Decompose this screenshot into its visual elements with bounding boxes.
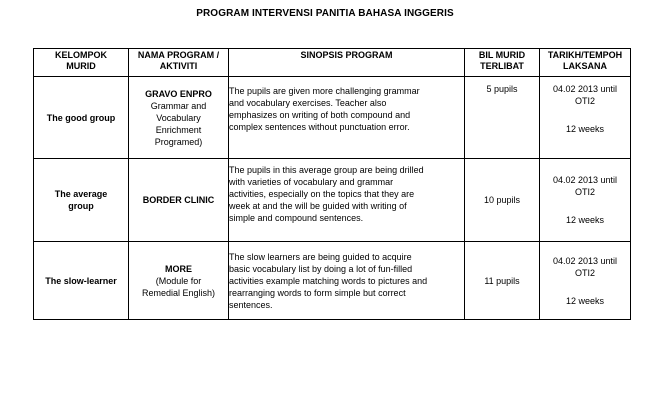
synopsis-line: basic vocabulary list by doing a lot of fun-filled <box>229 263 413 274</box>
program-name: BORDER CLINIC <box>142 195 215 205</box>
program-desc-line: (Module for <box>155 275 202 286</box>
table-row <box>34 159 631 242</box>
synopsis-cell <box>229 242 465 320</box>
duration: 12 weeks <box>565 124 605 134</box>
program-desc-line: Enrichment <box>155 124 202 135</box>
program-cell <box>129 159 229 242</box>
header-date-line: TARIKH/TEMPOH <box>547 50 623 60</box>
header-group <box>34 49 129 77</box>
count-cell <box>465 77 540 159</box>
count-cell <box>465 159 540 242</box>
synopsis-line: activities example matching words to pictures and <box>229 275 428 286</box>
header-synopsis-line: SINOPSIS PROGRAM <box>300 50 393 60</box>
group-name: group <box>68 201 94 211</box>
pupil-count: 5 pupils <box>486 84 518 94</box>
synopsis-cell <box>229 159 465 242</box>
synopsis-line: sentences. <box>229 299 273 310</box>
group-name: The good group <box>46 112 116 123</box>
header-count <box>465 49 540 77</box>
pupil-count: 11 pupils <box>484 275 520 286</box>
synopsis-cell <box>229 77 465 159</box>
synopsis-line: and vocabulary exercises. Teacher also <box>229 98 387 108</box>
date-range-line: OTI2 <box>574 267 595 278</box>
synopsis-line: The pupils in this average group are being drilled <box>229 165 424 175</box>
synopsis-line: complex sentences without punctuation error. <box>229 122 410 132</box>
program-name: MORE <box>165 263 192 274</box>
header-count-line: BIL MURID <box>478 50 526 60</box>
date-range-line: 04.02 2013 until <box>552 255 618 266</box>
synopsis-line: week at and the will be guided with writing of <box>229 201 407 211</box>
intervention-program-table <box>33 48 631 320</box>
program-desc-line: Programed) <box>154 136 203 147</box>
count-cell <box>465 242 540 320</box>
synopsis-line: The pupils are given more challenging grammar <box>229 86 420 96</box>
group-cell <box>34 242 129 320</box>
header-program <box>129 49 229 77</box>
program-name: GRAVO ENPRO <box>145 88 212 99</box>
duration: 12 weeks <box>565 215 605 225</box>
date-cell <box>540 77 631 159</box>
synopsis-line: emphasizes on writing of both compound and <box>229 110 411 120</box>
date-cell <box>540 242 631 320</box>
synopsis-line: simple and compound sentences. <box>229 213 364 223</box>
program-cell <box>129 77 229 159</box>
program-cell <box>129 242 229 320</box>
header-program-line: NAMA PROGRAM / <box>137 50 220 60</box>
header-group-line: MURID <box>66 61 96 71</box>
duration: 12 weeks <box>565 295 605 306</box>
synopsis-line: rearranging words to form simple but correct <box>229 287 406 298</box>
table-row <box>34 77 631 159</box>
date-range-line: 04.02 2013 until <box>552 84 618 94</box>
header-date <box>540 49 631 77</box>
synopsis-line: activities, especially on the topics that they are <box>229 189 415 199</box>
synopsis-line: The slow learners are being guided to acquire <box>229 251 412 262</box>
header-synopsis <box>229 49 465 77</box>
header-program-line: AKTIVITI <box>159 61 198 71</box>
group-name: The average <box>54 189 108 199</box>
group-name: The slow-learner <box>45 275 117 286</box>
table-row <box>34 242 631 320</box>
program-desc-line: Vocabulary <box>156 112 201 123</box>
header-date-line: LAKSANA <box>563 61 607 71</box>
group-cell <box>34 159 129 242</box>
page-title: PROGRAM INTERVENSI PANITIA BAHASA INGGERIS <box>196 8 454 19</box>
date-cell <box>540 159 631 242</box>
date-range-line: OTI2 <box>574 187 595 197</box>
date-range-line: OTI2 <box>574 96 595 106</box>
program-desc-line: Remedial English) <box>141 287 216 298</box>
pupil-count: 10 pupils <box>483 195 521 205</box>
header-group-line: KELOMPOK <box>54 50 107 60</box>
synopsis-line: with varieties of vocabulary and grammar <box>229 177 394 187</box>
group-cell <box>34 77 129 159</box>
program-desc-line: Grammar and <box>150 100 207 111</box>
date-range-line: 04.02 2013 until <box>552 175 618 185</box>
header-count-line: TERLIBAT <box>480 61 524 71</box>
table-header-row <box>34 49 631 77</box>
